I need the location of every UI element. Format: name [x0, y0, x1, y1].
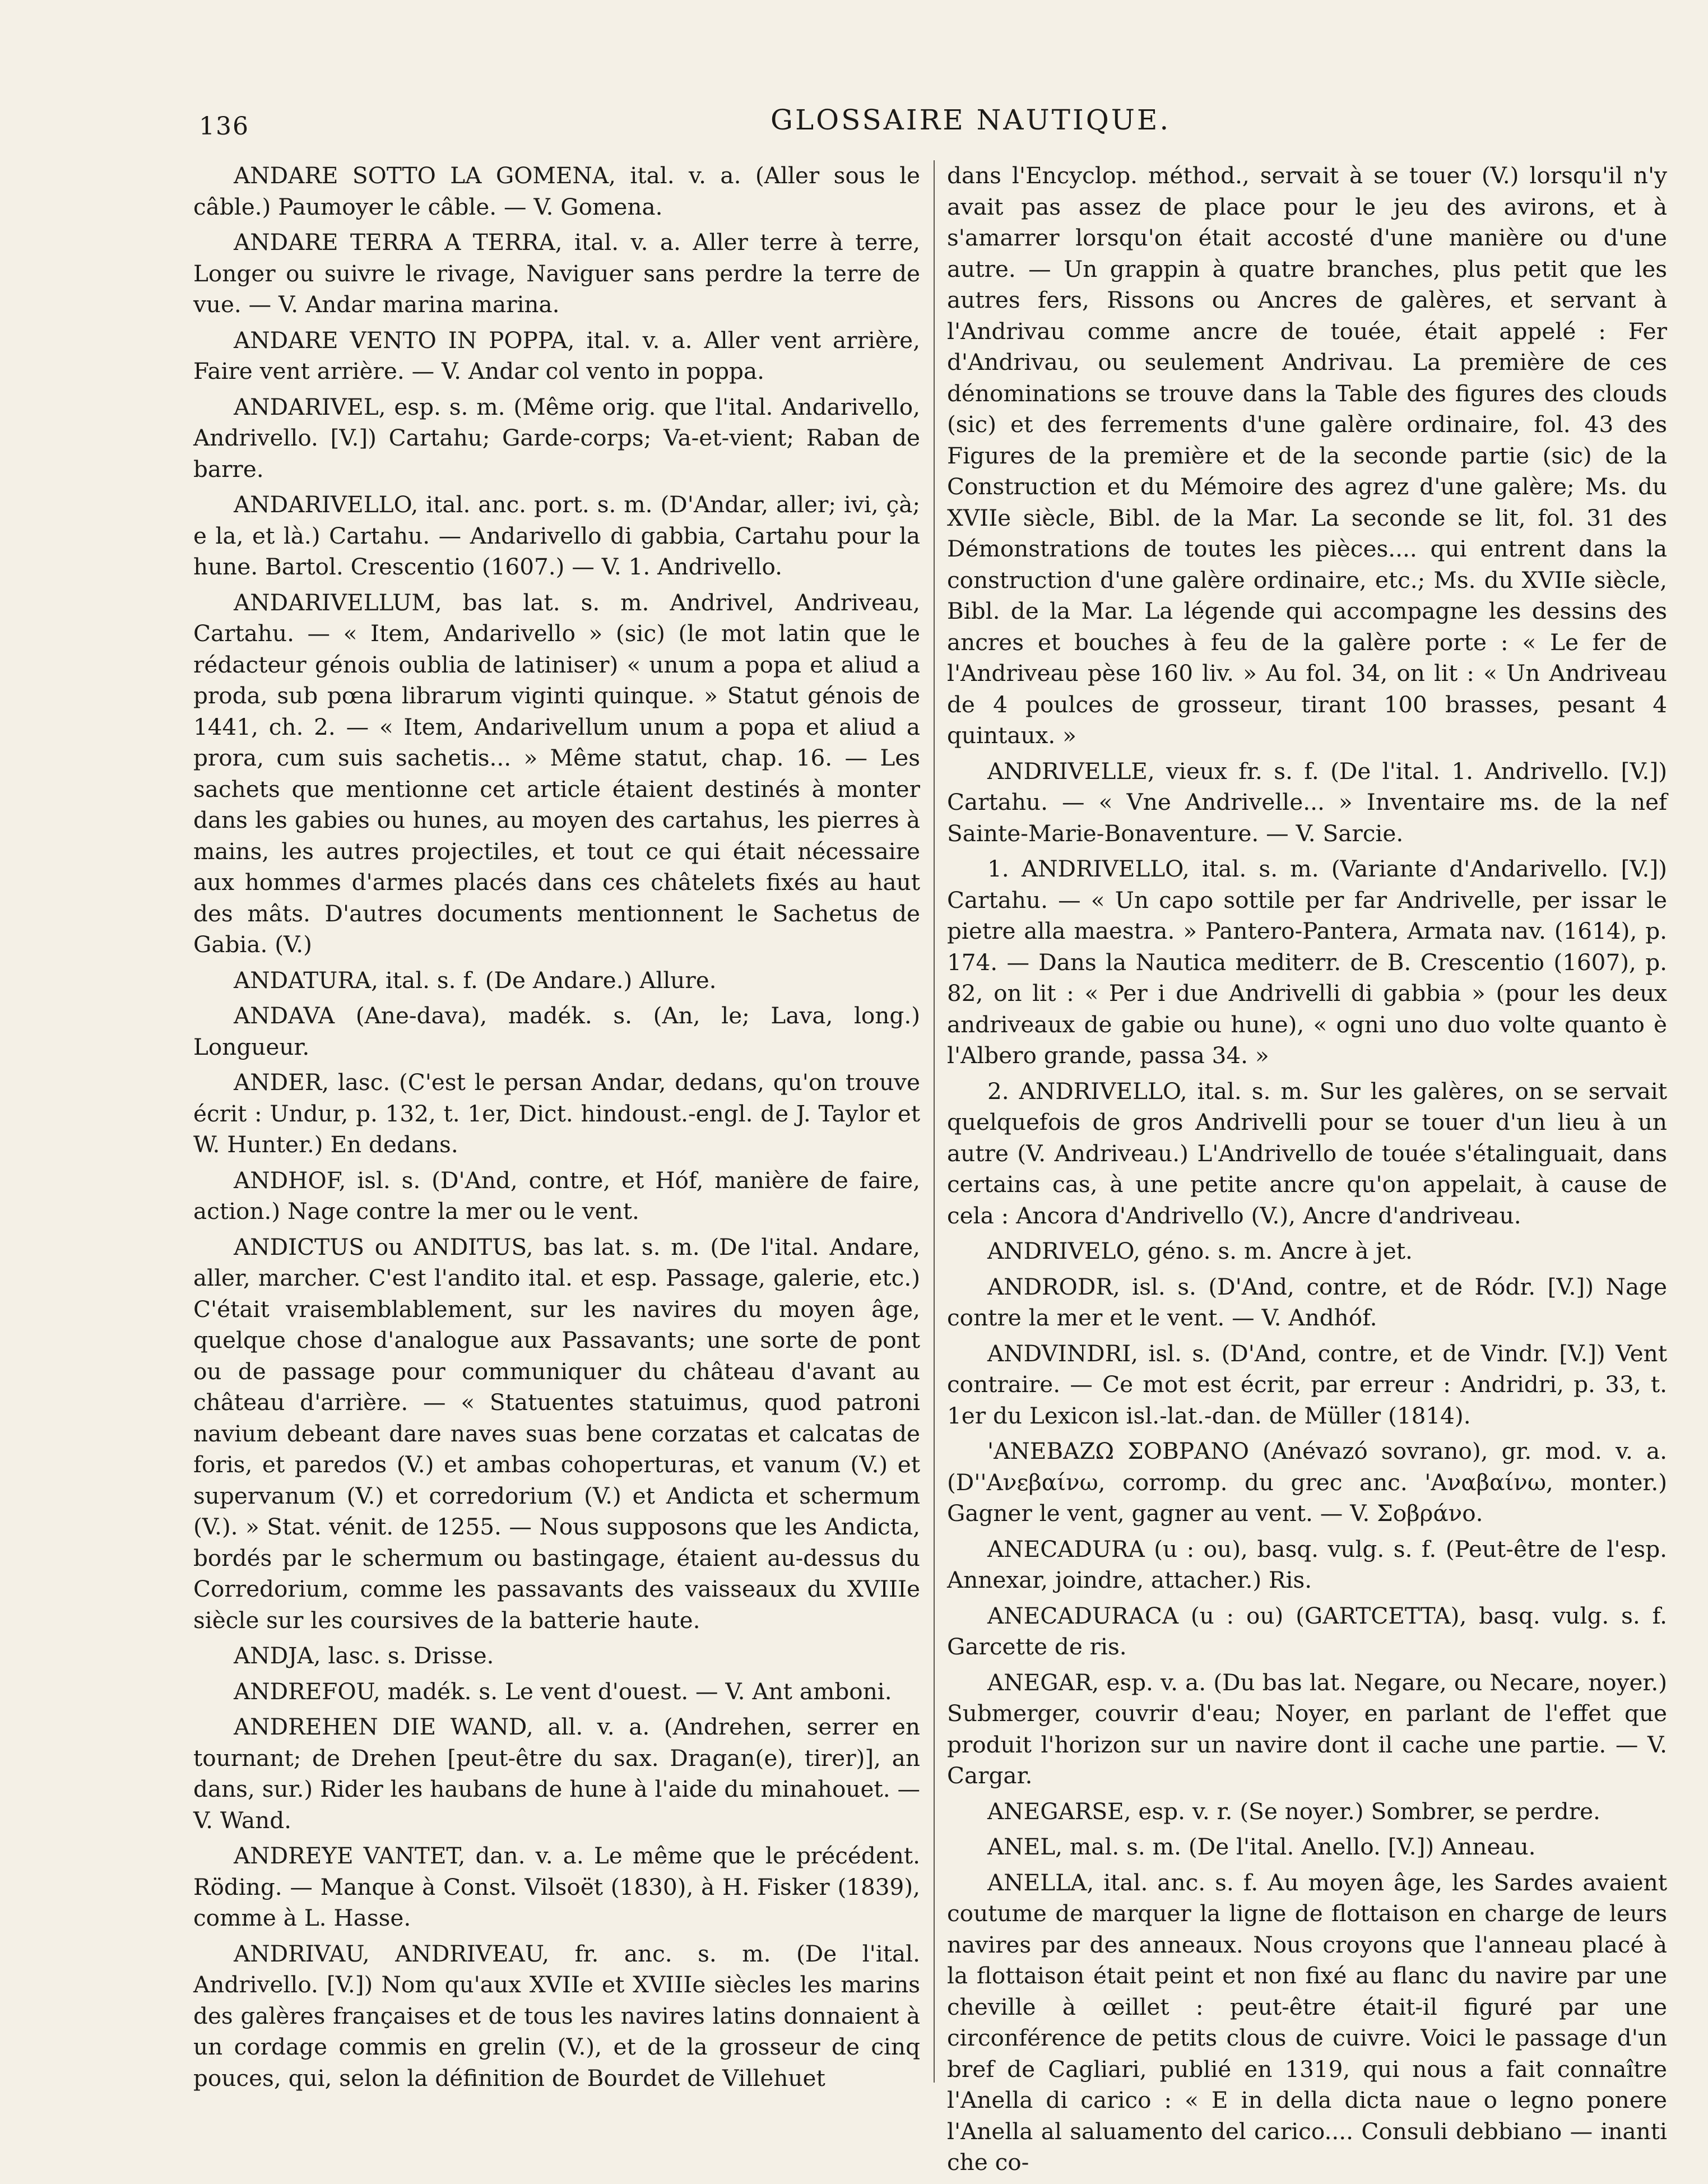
glossary-entry: ANELLA, ital. anc. s. f. Au moyen âge, les Sardes avaient coutume de marquer la ligne de flottaison en charge de leurs navires par des anneaux. Nous croyons que l'anneau placé à la flottaison était peint et non fixé au flanc du navire par une cheville à œillet : peut-être était-il figuré par une circonférence de petits clous de cuivre. Voici le passage d'un bref de Cagliari, publié en 1319, qui nous a fait connaître l'Anella di carico : « E in della dicta naue o legno ponere l'Anella al saluamento del carico.... Consuli debbiano — inanti che co- [947, 1868, 1667, 2176]
page-number: 136 [199, 112, 249, 141]
glossary-entry: ANDARE SOTTO LA GOMENA, ital. v. a. (Aller sous le câble.) Paumoyer le câble. — V. Gomena. [193, 162, 920, 220]
glossary-entry-continued: dans l'Encyclop. méthod., servait à se touer (V.) lorsqu'il n'y avait pas assez de place pour le jeu des avirons, et à s'amarrer lorsqu'on était accosté d'une manière ou d'une autre. — Un grappin à quatre branches, plus petit que les autres fers, Rissons ou Ancres de galères, et servant à l'Andrivau comme ancre de touée, était appelé : Fer d'Andrivau, ou seulement Andrivau. La première de ces dénominations se trouve dans la Table des figures des clouds (sic) et des ferrements d'une galère ordinaire, fol. 43 des Figures de la première et de la seconde partie (sic) de la Construction et du Mémoire des agrez d'une galère; Ms. du XVIIe siècle, Bibl. de la Mar. La seconde se lit, fol. 31 des Démonstrations de toutes les pièces.... qui entrent dans la construction d'une galère ordinaire, etc.; Ms. du XVIIe siècle, Bibl. de la Mar. La légende qui accompagne les dessins des ancres et bouches à feu de la galère porte : « Le fer de l'Andriveau pèse 160 liv. » Au fol. 34, on lit : « Un Andriveau de 4 poulces de grosseur, tirant 100 brasses, pesant 4 quintaux. » [947, 162, 1667, 749]
glossary-entry: ANDRIVAU, ANDRIVEAU, fr. anc. s. m. (De l'ital. Andrivello. [V.]) Nom qu'aux XVIIe et XVIIIe siècles les marins des galères françaises et de tous les navires latins donnaient à un cordage commis en grelin (V.), et de la grosseur de cinq pouces, qui, selon la définition de Bourdet de Villehuet [193, 1940, 920, 2092]
glossary-entry: ANDHOF, isl. s. (D'And, contre, et Hóf, manière de faire, action.) Nage contre la mer ou le vent. [193, 1166, 920, 1225]
glossary-entry: 1. ANDRIVELLO, ital. s. m. (Variante d'Andarivello. [V.]) Cartahu. — « Un capo sottile per far Andrivelle, per issar le pietre alla maestra. » Pantero-Pantera, Armata nav. (1614), p. 174. — Dans la Nautica mediterr. de B. Crescentio (1607), p. 82, on lit : « Per i due Andrivelli di gabbia » (pour les deux andriveaux de gabie ou hune), « ogni uno duo volte quanto è l'Albero grande, passa 34. » [947, 855, 1667, 1069]
glossary-entry: ANDARIVELLUM, bas lat. s. m. Andrivel, Andriveau, Cartahu. — « Item, Andarivello » (sic) (le mot latin que le rédacteur génois oublia de latiniser) « unum a popa et aliud a proda, sub pœna librarum viginti quinque. » Statut génois de 1441, ch. 2. — « Item, Andarivellum unum a popa et aliud a prora, cum suis sachetis... » Même statut, chap. 16. — Les sachets que mentionne cet article étaient destinés à monter dans les gabies ou hunes, au moyen des cartahus, les pierres à mains, les autres projectiles, et tout ce qui était nécessaire aux hommes d'armes placés dans ces châtelets fixés au haut des mâts. D'autres documents mentionnent le Sachetus de Gabia. (V.) [193, 588, 920, 958]
column-divider [934, 160, 935, 2083]
right-column [947, 160, 1667, 2176]
glossary-entry: ANEGAR, esp. v. a. (Du bas lat. Negare, ou Necare, noyer.) Submerger, couvrir d'eau; Noyer, en parlant de l'effet que produit l'horizon sur un navire dont il cache une partie. — V. Cargar. [947, 1668, 1667, 1789]
glossary-entry: ANDER, lasc. (C'est le persan Andar, dedans, qu'on trouve écrit : Undur, p. 132, t. 1er, Dict. hindoust.-engl. de J. Taylor et W. Hunter.) En dedans. [193, 1069, 920, 1158]
glossary-entry: ANDREFOU, madék. s. Le vent d'ouest. — V. Ant amboni. [234, 1677, 892, 1705]
glossary-entry: ANDATURA, ital. s. f. (De Andare.) Allure. [234, 966, 717, 994]
glossary-entry: ANDRIVELLE, vieux fr. s. f. (De l'ital. 1. Andrivello. [V.]) Cartahu. — « Vne Andrivelle... » Inventaire ms. de la nef Sainte-Marie-Bonaventure. — V. Sarcie. [947, 757, 1667, 847]
glossary-entry: ANDREYE VANTET, dan. v. a. Le même que le précédent. Röding. — Manque à Const. Vilsoët (1830), à H. Fisker (1839), comme à L. Hasse. [193, 1842, 920, 1931]
glossary-entry: 2. ANDRIVELLO, ital. s. m. Sur les galères, on se servait quelquefois de gros Andrivelli pour se touer d'un lieu à un autre (V. Andriveau.) L'Andrivello de touée s'étalinguait, dans certains cas, à une petite ancre qu'on appelait, à cause de cela : Ancora d'Andrivello (V.), Ancre d'andriveau. [947, 1077, 1667, 1229]
running-title: GLOSSAIRE NAUTIQUE. [771, 104, 1171, 136]
glossary-entry: ANDARIVELLO, ital. anc. port. s. m. (D'Andar, aller; ivi, çà; e la, et là.) Cartahu. — Andarivello di gabbia, Cartahu pour la hune. Bartol. Crescentio (1607.) — V. 1. Andrivello. [193, 491, 920, 580]
left-column [193, 160, 920, 2092]
glossary-entry: ANEGARSE, esp. v. r. (Se noyer.) Sombrer, se perdre. [987, 1797, 1600, 1825]
glossary-entry: ANDRODR, isl. s. (D'And, contre, et de Ródr. [V.]) Nage contre la mer et le vent. — V. Andhóf. [947, 1273, 1667, 1331]
glossary-entry: ANDVINDRI, isl. s. (D'And, contre, et de Vindr. [V.]) Vent contraire. — Ce mot est écrit, par erreur : Andridri, p. 33, t. 1er du Lexicon isl.-lat.-dan. de Müller (1814). [947, 1339, 1667, 1429]
glossary-entry: ANECADURACA (u : ou) (GARTCETTA), basq. vulg. s. f. Garcette de ris. [947, 1602, 1667, 1660]
glossary-entry: ANDARE VENTO IN POPPA, ital. v. a. Aller vent arrière, Faire vent arrière. — V. Andar col vento in poppa. [193, 326, 920, 384]
glossary-entry: ANDARE TERRA A TERRA, ital. v. a. Aller terre à terre, Longer ou suivre le rivage, Naviguer sans perdre la terre de vue. — V. Andar marina marina. [193, 229, 920, 318]
glossary-entry: ANDJA, lasc. s. Drisse. [234, 1642, 494, 1669]
glossary-entry: ANECADURA (u : ou), basq. vulg. s. f. (Peut-être de l'esp. Annexar, joindre, attacher.) Ris. [947, 1535, 1667, 1593]
glossary-entry: ANDAVA (Ane-dava), madék. s. (An, le; Lava, long.) Longueur. [193, 1002, 920, 1060]
glossary-entry: ANDRIVELO, géno. s. m. Ancre à jet. [987, 1237, 1413, 1264]
glossary-entry: ANDARIVEL, esp. s. m. (Même orig. que l'ital. Andarivello, Andrivello. [V.]) Cartahu; Garde-corps; Va-et-vient; Raban de barre. [193, 393, 920, 483]
glossary-entry: ANEL, mal. s. m. (De l'ital. Anello. [V.]) Anneau. [987, 1833, 1536, 1860]
glossary-entry: ANDICTUS ou ANDITUS, bas lat. s. m. (De l'ital. Andare, aller, marcher. C'est l'andito ital. et esp. Passage, galerie, etc.) C'était vraisemblablement, sur les navires du moyen âge, quelque chose d'analogue aux Passavants; une sorte de pont ou de passage pour communiquer du château d'avant au château d'arrière. — « Statuentes statuimus, quod patroni navium debeant dare naves suas bene corzatas et calcatas de foris, et paredos (V.) et ambas cohoperturas, et vanum (V.) et supervanum (V.) et corredorium (V.) et Andicta et schermum (V.). » Stat. vénit. de 1255. — Nous supposons que les Andicta, bordés par le schermum ou bastingage, étaient au-dessus du Corredorium, comme les passavants des vaisseaux du XVIIIe siècle sur les coursives de la batterie haute. [193, 1233, 920, 1634]
glossary-entry: ANDREHEN DIE WAND, all. v. a. (Andrehen, serrer en tournant; de Drehen [peut-être du sax. Dragan(e), tirer)], an dans, sur.) Rider les haubans de hune à l'aide du minahouet. — V. Wand. [193, 1713, 920, 1834]
page-header [0, 0, 1708, 151]
glossary-entry: 'ANEBAZΩ ΣΟΒΡΑΝΟ (Anévazó sovrano), gr. mod. v. a. (D''Ανεβαίνω, corromp. du grec anc. 'Αναβαίνω, monter.) Gagner le vent, gagner au vent. — V. Σοβράνο. [947, 1438, 1667, 1527]
